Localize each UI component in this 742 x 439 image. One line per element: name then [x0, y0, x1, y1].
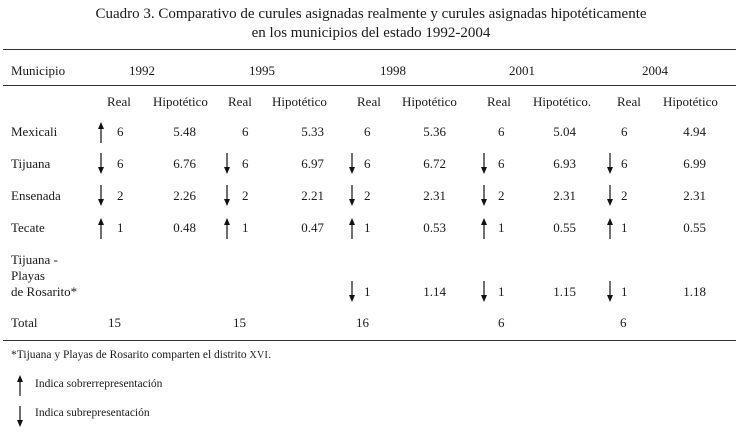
cell-real-tijuana-1998: 6: [364, 156, 371, 171]
subheader-real-1995: Real: [228, 94, 252, 109]
total-1992: 15: [108, 315, 121, 330]
header-year-1995: 1995: [249, 63, 275, 78]
total-2001: 6: [498, 315, 505, 330]
subheader-real-1998: Real: [357, 94, 381, 109]
cell-real-tijuana-1992: 6: [117, 156, 124, 171]
cell-real-tecate-2001: 1: [498, 220, 505, 235]
cell-real-ensenada-1995: 2: [242, 188, 249, 203]
header-municipio: Municipio: [11, 63, 66, 78]
subheader-hyp-1992: Hipotético: [153, 94, 208, 109]
cell-real-mexicali-2004: 6: [621, 124, 628, 139]
cell-hyp-tecate-1998: 0.53: [423, 220, 446, 235]
row-label-tijuana: Tijuana: [11, 156, 51, 171]
arrow-up-icon: [96, 216, 106, 240]
arrow-down-icon: [479, 152, 489, 176]
row-label-ensenada: Ensenada: [11, 188, 61, 203]
subheader-real-2001: Real: [487, 94, 511, 109]
bottom-rule: [3, 340, 736, 341]
header-year-1998: 1998: [380, 63, 406, 78]
arrow-down-icon: [605, 280, 615, 304]
footnote-district: XVI: [249, 350, 269, 361]
arrow-down-icon: [479, 280, 489, 304]
total-label: Total: [11, 315, 38, 330]
arrow-down-icon: [347, 184, 357, 208]
cell-hyp-tecate-2001: 0.55: [553, 220, 576, 235]
subheader-hyp-2001: Hipotético.: [533, 94, 592, 109]
cell-hyp-ensenada-1992: 2.26: [173, 188, 196, 203]
total-2004: 6: [620, 315, 627, 330]
arrow-down-icon: [96, 152, 106, 176]
cell-hyp-ensenada-1998: 2.31: [423, 188, 446, 203]
legend-down-text: Indica subrepresentación: [35, 407, 150, 419]
row-label-rosarito-2: Playas: [11, 268, 45, 283]
cell-real-ensenada-2001: 2: [498, 188, 505, 203]
subheader-hyp-2004: Hipotético: [663, 94, 718, 109]
cell-hyp-tijuana-2004: 6.99: [683, 156, 706, 171]
arrow-down-icon: [96, 184, 106, 208]
footnote: [11, 348, 271, 363]
cell-hyp-ensenada-1995: 2.21: [301, 188, 324, 203]
cell-hyp-ensenada-2001: 2.31: [553, 188, 576, 203]
cell-hyp-mexicali-2004: 4.94: [683, 124, 706, 139]
cell-hyp-tijuana-playas-de-rosarito-2004: 1.18: [683, 284, 706, 299]
cell-hyp-tijuana-playas-de-rosarito-2001: 1.15: [553, 284, 576, 299]
arrow-down-icon: [347, 280, 357, 304]
footnote-end: .: [268, 349, 272, 361]
row-label-rosarito-1: Tijuana -: [11, 252, 58, 267]
cell-real-tijuana-2001: 6: [498, 156, 505, 171]
arrow-up-icon: [15, 373, 25, 397]
row-label-rosarito-3: de Rosarito*: [11, 284, 78, 299]
subheader-real-1992: Real: [107, 94, 131, 109]
arrow-down-icon: [15, 405, 25, 429]
arrow-down-icon: [222, 184, 232, 208]
arrow-up-icon: [605, 216, 615, 240]
cell-hyp-mexicali-1992: 5.48: [173, 124, 196, 139]
cell-real-ensenada-1992: 2: [117, 188, 124, 203]
subheader-real-2004: Real: [617, 94, 641, 109]
cell-real-tecate-1995: 1: [242, 220, 249, 235]
cell-real-tijuana-1995: 6: [242, 156, 249, 171]
cell-real-tecate-2004: 1: [621, 220, 628, 235]
cell-hyp-mexicali-1998: 5.36: [423, 124, 446, 139]
cell-hyp-tijuana-playas-de-rosarito-1998: 1.14: [423, 284, 446, 299]
arrow-down-icon: [605, 152, 615, 176]
cell-hyp-tecate-2004: 0.55: [683, 220, 706, 235]
cell-hyp-tijuana-1995: 6.97: [301, 156, 324, 171]
row-label-tecate: Tecate: [11, 220, 45, 235]
cell-real-ensenada-2004: 2: [621, 188, 628, 203]
total-1998: 16: [356, 315, 369, 330]
cell-real-mexicali-1995: 6: [242, 124, 249, 139]
arrow-up-icon: [347, 216, 357, 240]
cell-hyp-tecate-1992: 0.48: [173, 220, 196, 235]
cell-real-tijuana-playas-de-rosarito-2001: 1: [498, 284, 505, 299]
table-title-line2: en los municipios del estado 1992-2004: [251, 25, 491, 41]
cell-hyp-tijuana-2001: 6.93: [553, 156, 576, 171]
cell-real-tecate-1998: 1: [364, 220, 371, 235]
row-label-mexicali: Mexicali: [11, 124, 58, 139]
top-rule: [3, 49, 736, 50]
cell-real-mexicali-2001: 6: [498, 124, 505, 139]
total-1995: 15: [233, 315, 246, 330]
cell-hyp-ensenada-2004: 2.31: [683, 188, 706, 203]
cell-hyp-tecate-1995: 0.47: [301, 220, 324, 235]
cell-real-ensenada-1998: 2: [364, 188, 371, 203]
cell-hyp-mexicali-1995: 5.33: [301, 124, 324, 139]
arrow-down-icon: [605, 184, 615, 208]
arrow-up-icon: [222, 216, 232, 240]
cell-real-tecate-1992: 1: [117, 220, 124, 235]
table-title-line1: Cuadro 3. Comparativo de curules asignadas realmente y curules asignadas hipotéticamente: [95, 6, 647, 22]
arrow-up-icon: [96, 120, 106, 144]
header-year-2004: 2004: [642, 63, 668, 78]
cell-hyp-mexicali-2001: 5.04: [553, 124, 576, 139]
arrow-down-icon: [479, 184, 489, 208]
footnote-text: *Tijuana y Playas de Rosarito comparten el distrito: [11, 349, 250, 361]
cell-real-tijuana-playas-de-rosarito-2004: 1: [621, 284, 628, 299]
header-year-2001: 2001: [509, 63, 535, 78]
arrow-down-icon: [222, 152, 232, 176]
cell-real-tijuana-playas-de-rosarito-1998: 1: [364, 284, 371, 299]
subheader-hyp-1998: Hipotético: [402, 94, 457, 109]
cell-real-tijuana-2004: 6: [621, 156, 628, 171]
header-year-1992: 1992: [129, 63, 155, 78]
legend-up-text: Indica sobrerrepresentación: [35, 378, 163, 390]
arrow-down-icon: [347, 152, 357, 176]
subheader-hyp-1995: Hipotético: [272, 94, 327, 109]
arrow-up-icon: [479, 216, 489, 240]
cell-hyp-tijuana-1998: 6.72: [423, 156, 446, 171]
cell-real-mexicali-1998: 6: [364, 124, 371, 139]
header-rule: [3, 85, 736, 86]
cell-hyp-tijuana-1992: 6.76: [173, 156, 196, 171]
cell-real-mexicali-1992: 6: [117, 124, 124, 139]
